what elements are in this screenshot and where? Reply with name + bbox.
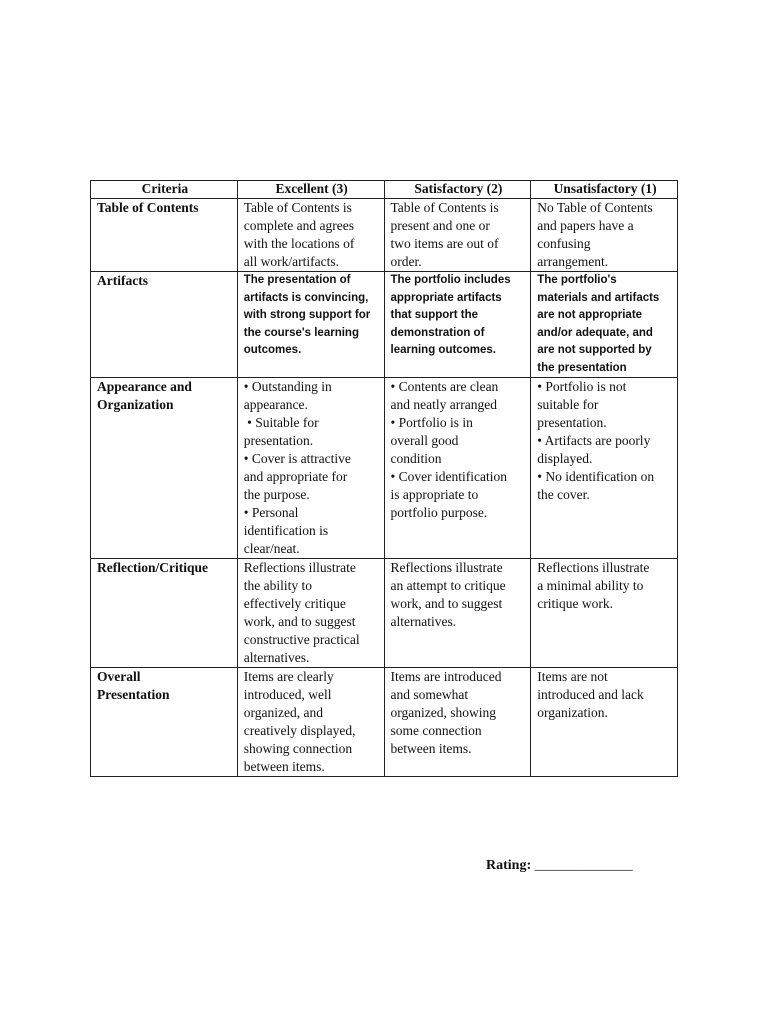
cell-line: work, and to suggest — [390, 596, 503, 611]
satisfactory-cell — [384, 378, 531, 559]
cell-line: showing connection — [243, 741, 353, 756]
cell-line: presentation. — [537, 415, 607, 430]
cell-line: artifacts is convincing, — [243, 291, 369, 304]
excellent-cell — [237, 199, 384, 272]
cell-line: Items are clearly — [243, 669, 334, 684]
rating-blank: ______________ — [534, 858, 633, 873]
unsatisfactory-cell — [531, 668, 678, 777]
cell-line: Items are introduced — [390, 669, 502, 684]
excellent-cell — [237, 378, 384, 559]
unsatisfactory-cell — [531, 199, 678, 272]
satisfactory-cell — [384, 272, 531, 378]
unsatisfactory-cell — [531, 378, 678, 559]
cell-line: and papers have a — [537, 218, 634, 233]
excellent-cell — [237, 668, 384, 777]
cell-line: and/or adequate, and — [537, 326, 653, 339]
cell-line: • Suitable for — [243, 415, 319, 430]
cell-line: • Portfolio is not — [537, 379, 627, 394]
cell-line: a minimal ability to — [537, 578, 644, 593]
cell-line: with the locations of — [243, 236, 355, 251]
criteria-cell — [91, 559, 238, 668]
cell-line: and appropriate for — [243, 469, 348, 484]
table-row — [91, 668, 678, 777]
satisfactory-cell — [384, 559, 531, 668]
cell-line: between items. — [243, 759, 325, 774]
cell-line: Items are not — [537, 669, 608, 684]
cell-line: organized, showing — [390, 705, 496, 720]
cell-line: arrangement. — [537, 254, 609, 269]
cell-line: No Table of Contents — [537, 200, 653, 215]
criteria-cell — [91, 378, 238, 559]
cell-line: all work/artifacts. — [243, 254, 339, 269]
cell-line: • Cover is attractive — [243, 451, 351, 466]
excellent-cell — [237, 272, 384, 378]
cell-line: alternatives. — [243, 650, 310, 665]
cell-line: order. — [390, 254, 422, 269]
rubric-table — [90, 180, 678, 777]
cell-line: Reflections illustrate — [537, 560, 650, 575]
cell-line: demonstration of — [390, 326, 485, 339]
cell-line: • Outstanding in — [243, 379, 332, 394]
cell-line: organization. — [537, 705, 608, 720]
cell-line: suitable for — [537, 397, 599, 412]
cell-line: Table of Contents is — [390, 200, 499, 215]
cell-line: Reflections illustrate — [243, 560, 356, 575]
rating-label: Rating: — [486, 858, 532, 873]
header-satisfactory: Satisfactory (2) — [384, 181, 531, 199]
cell-line: introduced, well — [243, 687, 332, 702]
cell-line: The portfolio includes — [390, 274, 511, 286]
cell-line: is appropriate to — [390, 487, 479, 502]
cell-line: The portfolio's — [537, 274, 617, 286]
cell-line: critique work. — [537, 596, 613, 611]
header-row — [91, 181, 678, 199]
cell-line: learning outcomes. — [390, 344, 496, 356]
unsatisfactory-cell — [531, 272, 678, 378]
cell-line: the purpose. — [243, 487, 310, 502]
cell-line: outcomes. — [243, 344, 302, 356]
cell-line: complete and agrees — [243, 218, 354, 233]
cell-line: Table of Contents — [97, 200, 199, 215]
cell-line: an attempt to critique — [390, 578, 506, 593]
satisfactory-cell — [384, 199, 531, 272]
cell-line: Appearance and — [97, 379, 192, 394]
cell-line: Reflections illustrate — [390, 560, 503, 575]
cell-line: confusing — [537, 236, 591, 251]
cell-line: are not supported by — [537, 344, 652, 356]
criteria-cell — [91, 199, 238, 272]
cell-line: introduced and lack — [537, 687, 644, 702]
cell-line: appearance. — [243, 397, 308, 412]
header-unsatisfactory: Unsatisfactory (1) — [531, 181, 678, 199]
cell-line: identification is — [243, 523, 329, 538]
cell-line: are not appropriate — [537, 309, 643, 321]
cell-line: and neatly arranged — [390, 397, 497, 412]
rating-line — [486, 858, 633, 874]
table-row — [91, 272, 678, 378]
cell-line: portfolio purpose. — [390, 505, 488, 520]
cell-line: work, and to suggest — [243, 614, 356, 629]
cell-line: Presentation — [97, 687, 170, 702]
cell-line: with strong support for — [243, 309, 371, 321]
header-excellent: Excellent (3) — [237, 181, 384, 199]
cell-line: the ability to — [243, 578, 312, 593]
table-row — [91, 199, 678, 272]
cell-line: Artifacts — [97, 273, 148, 288]
cell-line: that support the — [390, 309, 479, 321]
cell-line: some connection — [390, 723, 482, 738]
cell-line: overall good — [390, 433, 459, 448]
cell-line: creatively displayed, — [243, 723, 356, 738]
cell-line: the course's learning — [243, 326, 359, 339]
cell-line: presentation. — [243, 433, 314, 448]
cell-line: the presentation — [537, 361, 627, 374]
excellent-cell — [237, 559, 384, 668]
cell-line: organized, and — [243, 705, 323, 720]
cell-line: present and one or — [390, 218, 490, 233]
cell-line: • Artifacts are poorly — [537, 433, 651, 448]
cell-line: condition — [390, 451, 442, 466]
header-criteria: Criteria — [91, 181, 238, 199]
satisfactory-cell — [384, 668, 531, 777]
cell-line: clear/neat. — [243, 541, 300, 556]
cell-line: • Personal — [243, 505, 299, 520]
cell-line: two items are out of — [390, 236, 499, 251]
criteria-cell — [91, 272, 238, 378]
cell-line: Table of Contents is — [243, 200, 352, 215]
cell-line: alternatives. — [390, 614, 457, 629]
cell-line: materials and artifacts — [537, 291, 660, 304]
cell-line: Overall — [97, 669, 141, 684]
cell-line: • No identification on — [537, 469, 655, 484]
cell-line: The presentation of — [243, 274, 351, 286]
cell-line: and somewhat — [390, 687, 469, 702]
table-row — [91, 559, 678, 668]
cell-line: effectively critique — [243, 596, 346, 611]
cell-line: constructive practical — [243, 632, 360, 647]
table-row — [91, 378, 678, 559]
cell-line: the cover. — [537, 487, 590, 502]
cell-line: Organization — [97, 397, 174, 412]
unsatisfactory-cell — [531, 559, 678, 668]
cell-line: Reflection/Critique — [97, 560, 208, 575]
cell-line: • Portfolio is in — [390, 415, 473, 430]
cell-line: • Contents are clean — [390, 379, 499, 394]
criteria-cell — [91, 668, 238, 777]
cell-line: between items. — [390, 741, 472, 756]
cell-line: • Cover identification — [390, 469, 507, 484]
cell-line: appropriate artifacts — [390, 291, 502, 304]
cell-line: displayed. — [537, 451, 593, 466]
